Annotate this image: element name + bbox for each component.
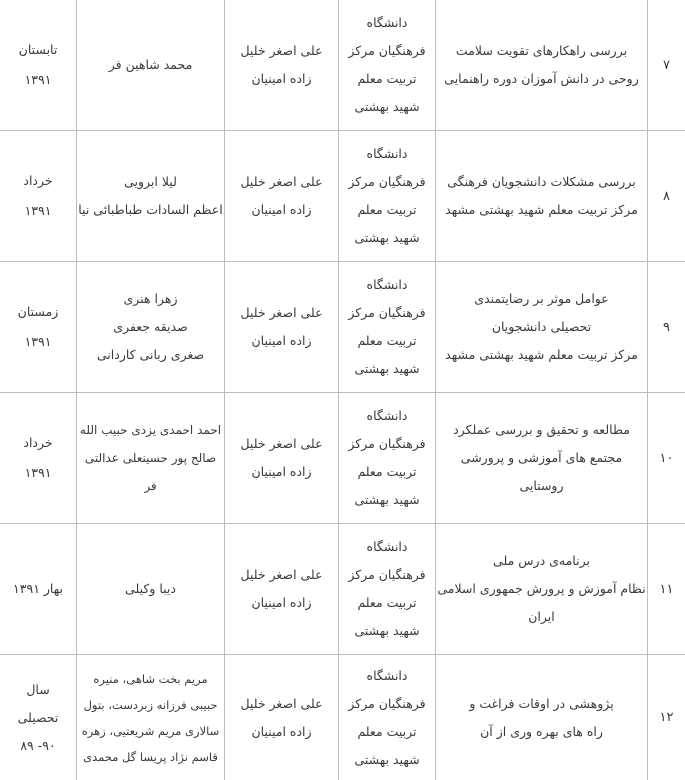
supervisor-line: زاده امینیان	[251, 723, 312, 739]
researcher-name: دیبا وکیلی	[125, 581, 176, 596]
organization-cell	[339, 655, 435, 780]
subject-line: مرکز تربیت معلم شهید بهشتی مشهد	[445, 202, 638, 217]
org-line: فرهنگیان مرکز	[348, 43, 426, 58]
subject-cell	[436, 655, 647, 780]
subject-cell	[436, 393, 647, 523]
supervisor-line: علی اصغر خلیل	[240, 436, 323, 451]
organization-cell	[339, 393, 435, 523]
date-line: تابستان	[18, 42, 58, 57]
supervisor-cell	[225, 0, 338, 130]
row-number: ۱۰	[659, 450, 674, 466]
researcher-name: لیلا ابرویی	[124, 174, 177, 189]
org-line: شهید بهشتی	[354, 623, 420, 638]
date-line: خرداد	[23, 435, 53, 450]
org-line: شهید بهشتی	[354, 492, 420, 507]
researchers-cell	[77, 524, 224, 654]
supervisor-line: علی اصغر خلیل	[240, 567, 323, 582]
date-cell	[0, 393, 76, 523]
table-row	[0, 655, 685, 780]
date-cell	[0, 262, 76, 392]
org-line: تربیت معلم	[357, 464, 417, 479]
org-line: شهید بهشتی	[354, 361, 420, 376]
date-line: ۹۰- ۸۹	[20, 737, 56, 753]
date-line: ۱۳۹۱	[24, 465, 52, 480]
date-line: ۱۳۹۱	[24, 72, 52, 87]
org-line: دانشگاه	[366, 15, 408, 30]
subject-line: پژوهشی در اوقات فراغت و	[469, 695, 614, 711]
researcher-name: احمد احمدی یزدی حبیب الله	[79, 423, 222, 437]
org-line: فرهنگیان مرکز	[348, 436, 426, 451]
org-line: شهید بهشتی	[354, 99, 420, 114]
subject-line: برنامه‌ی درس ملی	[493, 553, 590, 568]
supervisor-cell	[225, 655, 338, 780]
supervisor-cell	[225, 524, 338, 654]
subject-line: نظام آموزش و پرورش جمهوری اسلامی	[437, 581, 646, 596]
row-number: ۱۲	[659, 710, 674, 725]
researcher-name: زهرا هنری	[123, 291, 178, 306]
org-line: تربیت معلم	[357, 333, 417, 348]
researchers-cell	[77, 0, 224, 130]
org-line: تربیت معلم	[357, 595, 417, 610]
subject-line: عوامل موثر بر رضایتمندی	[474, 291, 609, 306]
org-line: شهید بهشتی	[354, 751, 420, 767]
supervisor-line: علی اصغر خلیل	[240, 174, 323, 189]
org-line: فرهنگیان مرکز	[348, 305, 426, 320]
supervisor-line: علی اصغر خلیل	[240, 305, 323, 320]
table-row	[0, 393, 685, 524]
researcher-name: صدیقه جعفری	[113, 319, 188, 334]
org-line: شهید بهشتی	[354, 230, 420, 245]
supervisor-cell	[225, 131, 338, 261]
subject-line: روستایی	[519, 478, 564, 493]
researcher-name: محمد شاهین فر	[108, 57, 193, 72]
date-cell	[0, 655, 76, 780]
subject-line: راه های بهره وری از آن	[480, 723, 603, 739]
row-number: ۸	[663, 188, 670, 204]
subject-cell	[436, 262, 647, 392]
org-line: تربیت معلم	[357, 202, 417, 217]
researcher-name: مریم بخت شاهی، منیره	[93, 671, 208, 686]
org-line: دانشگاه	[366, 146, 408, 161]
supervisor-line: علی اصغر خلیل	[240, 695, 323, 711]
date-line: بهار ۱۳۹۱	[13, 581, 63, 596]
supervisor-line: زاده امینیان	[251, 202, 312, 217]
org-line: تربیت معلم	[357, 71, 417, 86]
researchers-cell	[77, 393, 224, 523]
researchers-cell	[77, 131, 224, 261]
researcher-name: سالاری مریم شریعتیی، زهره	[81, 723, 220, 738]
date-line: ۱۳۹۱	[24, 334, 52, 349]
subject-cell	[436, 0, 647, 130]
table-row	[0, 262, 685, 393]
subject-line: مطالعه و تحقیق و بررسی عملکرد	[453, 422, 630, 437]
subject-cell	[436, 524, 647, 654]
org-line: دانشگاه	[366, 277, 408, 292]
org-line: فرهنگیان مرکز	[348, 695, 426, 711]
row-number: ۱۱	[659, 581, 674, 597]
supervisor-line: زاده امینیان	[251, 333, 312, 348]
org-line: فرهنگیان مرکز	[348, 174, 426, 189]
date-line: ۱۳۹۱	[24, 203, 52, 218]
table-row	[0, 524, 685, 655]
researcher-name: قاسم نژاد پریسا گل محمدی	[83, 749, 218, 764]
supervisor-line: زاده امینیان	[251, 464, 312, 479]
subject-cell	[436, 131, 647, 261]
subject-line: تحصیلی دانشجویان	[491, 319, 592, 334]
organization-cell	[339, 131, 435, 261]
subject-line: مرکز تربیت معلم شهید بهشتی مشهد	[445, 347, 638, 362]
table-row	[0, 131, 685, 262]
row-number: ۹	[663, 319, 670, 335]
subject-line: ایران	[528, 609, 555, 624]
row-number: ۷	[663, 57, 670, 73]
date-line: زمستان	[17, 304, 59, 319]
supervisor-cell	[225, 262, 338, 392]
date-line: سال	[26, 681, 50, 697]
supervisor-line: زاده امینیان	[251, 71, 312, 86]
table-row	[0, 0, 685, 131]
org-line: دانشگاه	[366, 539, 408, 554]
org-line: فرهنگیان مرکز	[348, 567, 426, 582]
subject-line: روحی در دانش آموزان دوره راهنمایی	[444, 71, 639, 86]
supervisor-line: علی اصغر خلیل	[240, 43, 323, 58]
researcher-name: صالح پور حسینعلی عدالتی فر	[84, 451, 217, 493]
subject-line: بررسی مشکلات دانشجویان فرهنگی	[447, 174, 636, 189]
date-cell	[0, 0, 76, 130]
supervisor-line: زاده امینیان	[251, 595, 312, 610]
organization-cell	[339, 524, 435, 654]
researchers-cell	[77, 655, 224, 780]
date-cell	[0, 524, 76, 654]
researchers-cell	[77, 262, 224, 392]
researcher-name: صغری ربانی کاردانی	[96, 347, 205, 362]
date-line: خرداد	[23, 173, 53, 188]
org-line: تربیت معلم	[357, 723, 417, 739]
supervisor-cell	[225, 393, 338, 523]
subject-line: بررسی راهکارهای تقویت سلامت	[455, 43, 628, 58]
organization-cell	[339, 262, 435, 392]
subject-line: مجتمع های آموزشی و پرورشی	[460, 450, 623, 465]
org-line: دانشگاه	[366, 667, 408, 683]
org-line: دانشگاه	[366, 408, 408, 423]
date-line: تحصیلی	[17, 709, 59, 725]
organization-cell	[339, 0, 435, 130]
date-cell	[0, 131, 76, 261]
researcher-name: اعظم السادات طباطبائی نیا	[78, 202, 223, 217]
researcher-name: حبیبی فرزانه زبردست، بتول	[83, 697, 218, 712]
